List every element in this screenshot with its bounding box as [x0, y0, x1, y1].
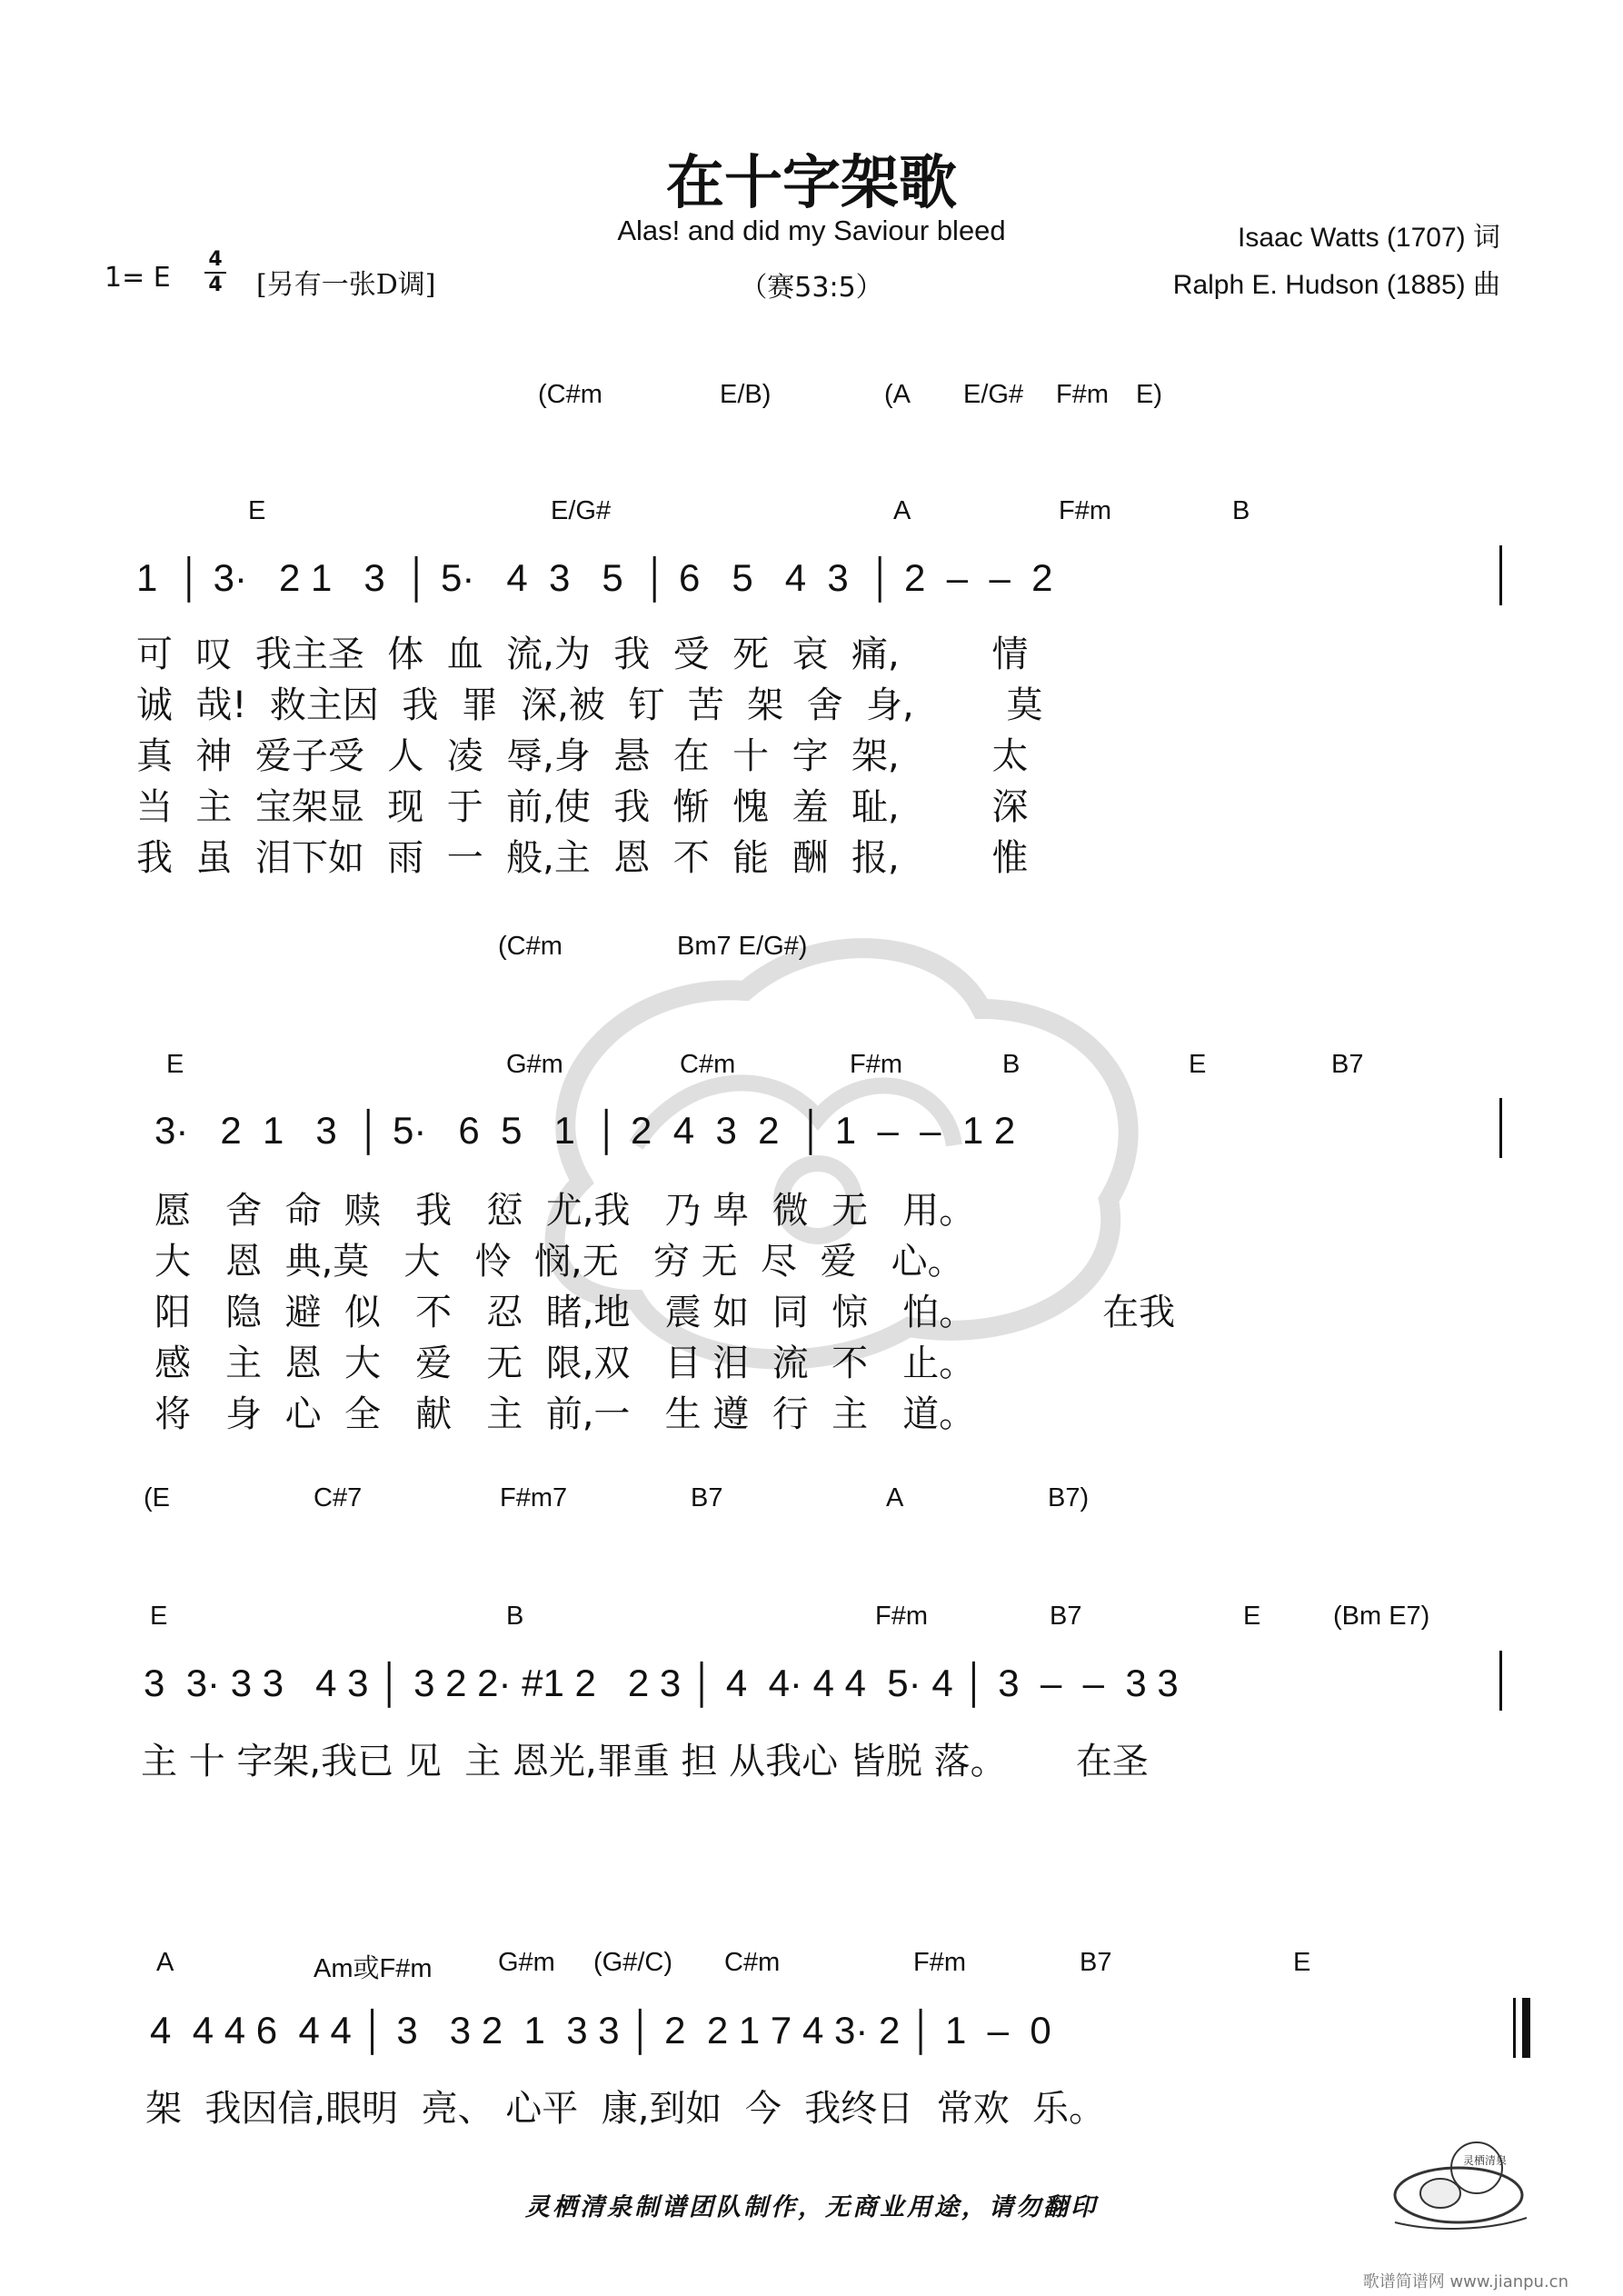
alt-chord: A: [886, 1483, 904, 1512]
time-bottom: 4: [208, 274, 223, 296]
alt-chord: (A: [884, 380, 911, 409]
chord: E: [1243, 1602, 1261, 1631]
time-signature: [204, 250, 226, 295]
melody-line-2: 3· 2 1 3 │ 5· 6 5 1 │ 2 4 3 2 │ 1 – – 1 2: [154, 1109, 1016, 1152]
chord: (G#/C): [593, 1948, 672, 1977]
alt-chord: C#7: [314, 1483, 363, 1512]
lyric-verse-1: 愿 舍 命 赎 我 愆 尤,我 乃 卑 微 无 用。: [154, 1190, 976, 1232]
chord: B: [1232, 496, 1250, 525]
chord: A: [156, 1948, 174, 1977]
logo-text: 灵栖清泉: [1463, 2154, 1508, 2167]
alt-chord: E/G#: [963, 380, 1024, 409]
chord: G#m: [506, 1050, 563, 1079]
chord: B7: [1331, 1050, 1364, 1079]
copyright-notice: 灵栖清泉制谱团队制作，无商业用途，请勿翻印: [525, 2193, 1098, 2221]
alt-chord: (C#m: [498, 932, 563, 961]
barline: [1499, 1098, 1502, 1158]
lyric-verse-4: 感 主 恩 大 爱 无 限,双 目 泪 流 不 止。: [154, 1343, 976, 1384]
chord: F#m: [850, 1050, 902, 1079]
barline: [1499, 1651, 1502, 1711]
lyric-line-4: 架 我因信,眼明 亮、 心平 康,到如 今 我终日 常欢 乐。: [145, 2088, 1106, 2130]
alt-chord: (C#m: [538, 380, 602, 409]
lyric-verse-2: 大 恩 典,莫 大 怜 悯,无 穷 无 尽 爱 心。: [154, 1241, 964, 1283]
lyric-verse-4: 当 主 宝架显 现 于 前,使 我 惭 愧 羞 耻, 深: [136, 786, 1029, 828]
scripture-reference: （赛53:5）: [740, 272, 883, 304]
melody-line-3: 3 3· 3 3 4 3 │ 3 2 2· #1 2 2 3 │ 4 4· 4 4 5· 4 │ 3 – – 3 3: [144, 1662, 1179, 1704]
site-watermark: 歌谱简谱网 www.jianpu.cn: [1362, 2272, 1568, 2291]
alt-chord: E): [1136, 380, 1162, 409]
lyric-verse-2: 诚 哉! 救主因 我 罪 深,被 钉 苦 架 舍 身, 莫: [136, 684, 1043, 726]
chord: E: [248, 496, 266, 525]
lyric-verse-3: 真 神 爱子受 人 凌 辱,身 悬 在 十 字 架, 太: [136, 735, 1029, 777]
chord: E: [1293, 1948, 1311, 1977]
time-top: 4: [208, 248, 223, 271]
chord: B7: [1080, 1948, 1112, 1977]
melody-line-1: 1 │ 3· 2 1 3 │ 5· 4 3 5 │ 6 5 4 3 │ 2 – – 2: [136, 556, 1053, 599]
alt-chord: Bm7 E/G#): [677, 932, 808, 961]
alt-chord: F#m7: [500, 1483, 568, 1512]
sheep-logo-icon: [1377, 2131, 1540, 2241]
lyricist-credit: Isaac Watts (1707) 词: [1238, 223, 1500, 253]
chord: B7: [1050, 1602, 1082, 1631]
chord: B: [506, 1602, 524, 1631]
lyric-line-3: 主 十 字架,我已 见 主 恩光,罪重 担 从我心 皆脱 落。 在圣: [141, 1741, 1149, 1782]
english-subtitle: Alas! and did my Saviour bleed: [617, 215, 1006, 246]
alt-key-note: [另有一张D调]: [256, 269, 436, 301]
chord: F#m: [1059, 496, 1111, 525]
lyric-verse-3: 阳 隐 避 似 不 忍 睹,地 震 如 同 惊 怕。 在我: [154, 1292, 1176, 1333]
composer-credit: Ralph E. Hudson (1885) 曲: [1172, 270, 1500, 300]
chord: E: [1189, 1050, 1207, 1079]
chord: C#m: [680, 1050, 736, 1079]
alt-chord: E/B): [720, 380, 772, 409]
chord: F#m: [875, 1602, 928, 1631]
alt-chord: (E: [144, 1483, 170, 1512]
chord: Am或F#m: [314, 1954, 433, 1983]
alt-chord: B7): [1048, 1483, 1090, 1512]
chord: G#m: [498, 1948, 555, 1977]
final-barline-thin: [1513, 1998, 1516, 2058]
chord: E: [150, 1602, 168, 1631]
chord: E: [166, 1050, 184, 1079]
chord: (Bm E7): [1333, 1602, 1430, 1631]
lyric-verse-5: 将 身 心 全 献 主 前,一 生 遵 行 主 道。: [154, 1393, 976, 1435]
chord: A: [893, 496, 911, 525]
chord: C#m: [724, 1948, 781, 1977]
alt-chord: F#m: [1056, 380, 1109, 409]
chord: B: [1002, 1050, 1021, 1079]
alt-chord: B7: [691, 1483, 723, 1512]
barline: [1499, 545, 1502, 605]
lyric-verse-5: 我 虽 泪下如 雨 一 般,主 恩 不 能 酬 报, 惟: [136, 837, 1029, 879]
chord: E/G#: [551, 496, 612, 525]
melody-line-4: 4 4 4 6 4 4 │ 3 3 2 1 3 3 │ 2 2 1 7 4 3· 2 │ 1 – 0: [150, 2009, 1051, 2051]
lyric-verse-1: 可 叹 我主圣 体 血 流,为 我 受 死 哀 痛, 情: [136, 634, 1029, 675]
key-signature: 1= E: [105, 262, 171, 294]
chord: F#m: [913, 1948, 966, 1977]
final-barline-thick: [1522, 1998, 1530, 2058]
song-title: 在十字架歌: [666, 150, 957, 217]
